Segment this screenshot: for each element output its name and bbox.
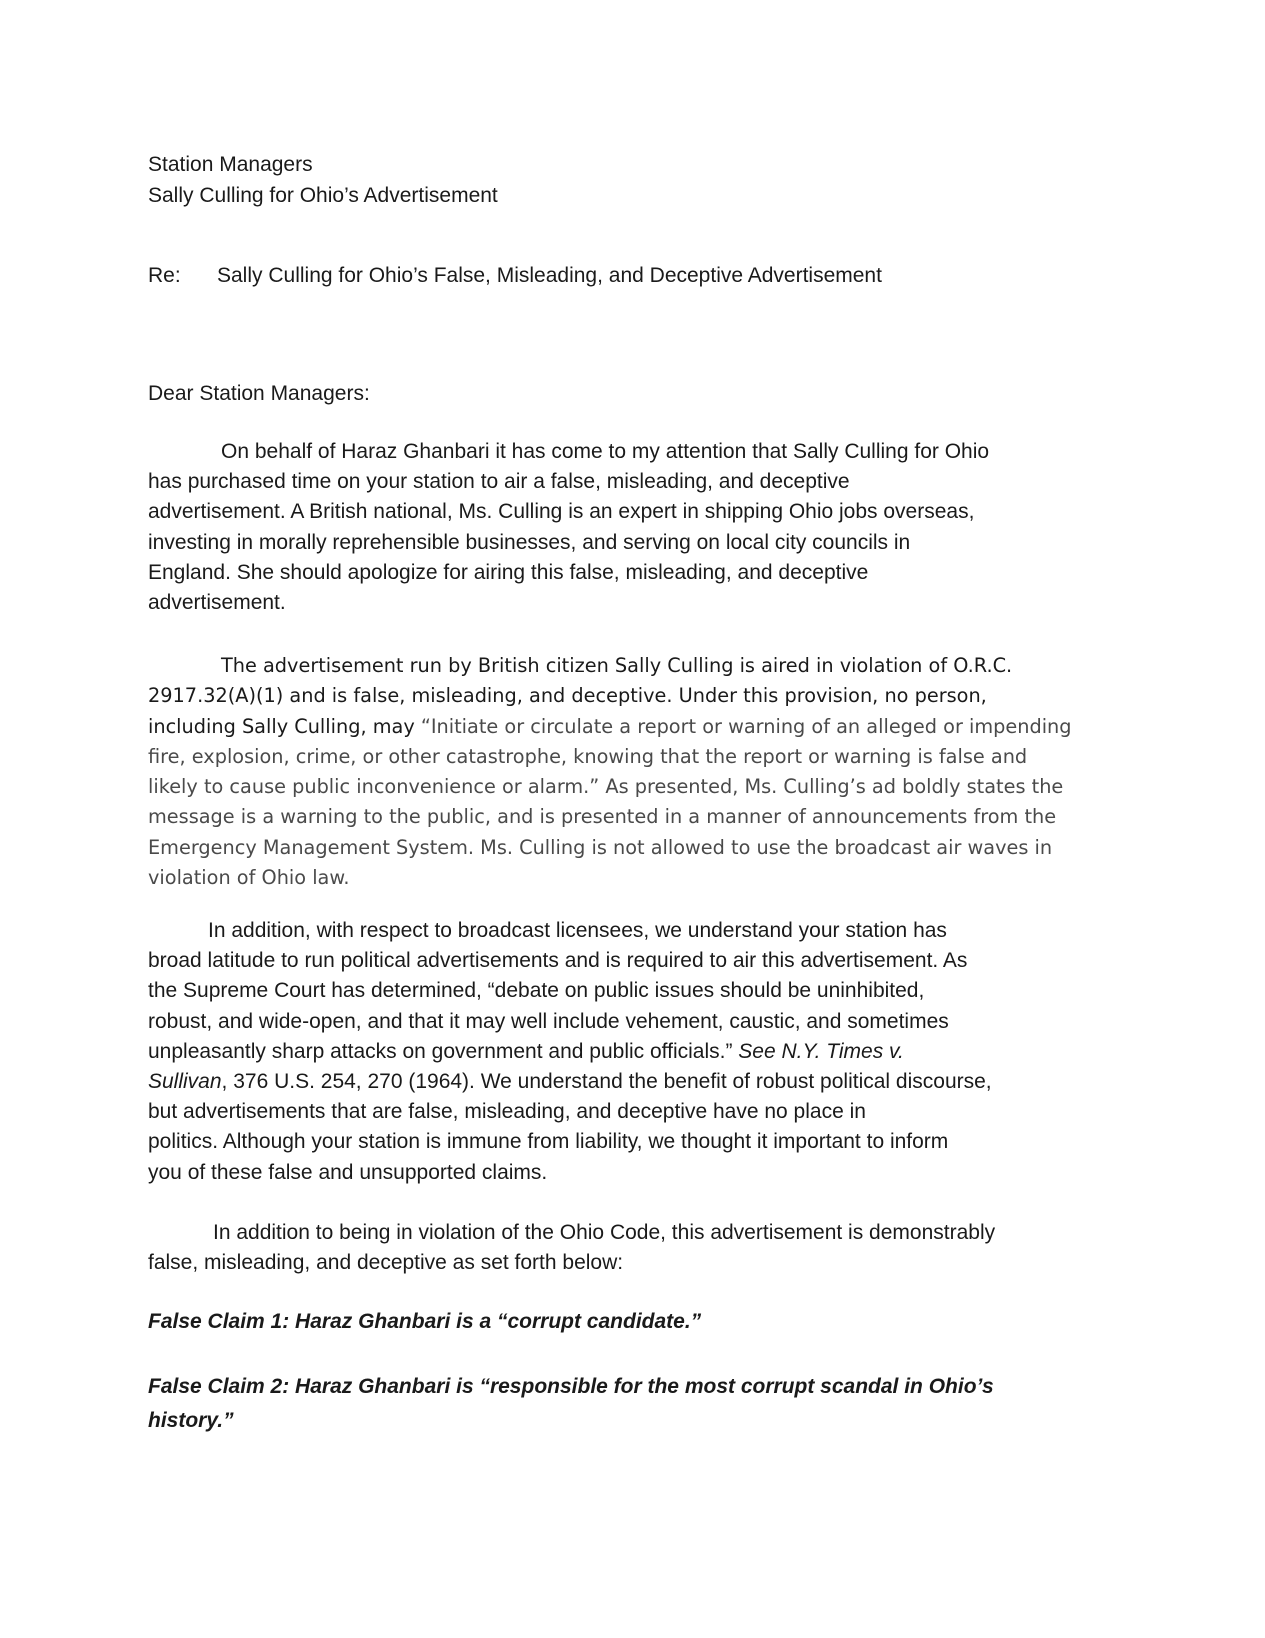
paragraph-line: false, misleading, and deceptive as set forth below: xyxy=(148,1251,624,1275)
false-claim-2-line-1: False Claim 2: Haraz Ghanbari is “responsible for the most corrupt scandal in Ohio’s xyxy=(148,1375,994,1398)
statute-quote-line: violation of Ohio law. xyxy=(148,866,350,890)
paragraph-line: broad latitude to run political advertisements and is required to air this advertisement. As xyxy=(148,949,968,973)
subject-line xyxy=(148,260,882,291)
statute-quote-start: “Initiate or circulate a report or warning of an alleged or impending xyxy=(420,714,1072,738)
paragraph-line: In addition to being in violation of the Ohio Code, this advertisement is demonstrably xyxy=(213,1221,996,1244)
paragraph-line: advertisement. A British national, Ms. Culling is an expert in shipping Ohio jobs overseas, xyxy=(148,500,975,524)
paragraph-line xyxy=(148,1037,1128,1067)
statute-quote-line: fire, explosion, crime, or other catastrophe, knowing that the report or warning is false and xyxy=(148,744,1028,768)
paragraph-line: In addition, with respect to broadcast licensees, we understand your station has xyxy=(208,919,947,942)
citation-case-name: Sullivan xyxy=(148,1070,222,1094)
citation-signal: See N.Y. Times v. xyxy=(738,1039,904,1063)
paragraph-line: England. She should apologize for airing this false, misleading, and deceptive xyxy=(148,560,869,584)
quote-end: unpleasantly sharp attacks on government and public officials.” xyxy=(148,1039,739,1063)
paragraph-line: politics. Although your station is immune from liability, we thought it important to inform xyxy=(148,1130,949,1154)
recipient-line-1: Station Managers xyxy=(148,153,313,176)
salutation: Dear Station Managers: xyxy=(148,382,370,405)
paragraph-4 xyxy=(148,1218,1128,1278)
false-claim-1: False Claim 1: Haraz Ghanbari is a “corrupt candidate.” xyxy=(148,1310,702,1333)
false-claim-2 xyxy=(148,1370,994,1438)
paragraph-line: On behalf of Haraz Ghanbari it has come to my attention that Sally Culling for Ohio xyxy=(221,440,990,463)
paragraph-line: the Supreme Court has determined, “debate on public issues should be uninhibited, xyxy=(148,979,925,1003)
false-claim-2-line-2: history.” xyxy=(148,1409,234,1432)
paragraph-line: has purchased time on your station to air a false, misleading, and deceptive xyxy=(148,470,850,494)
subject-label: Re: xyxy=(148,264,181,287)
paragraph-line xyxy=(148,1067,1128,1097)
paragraph-line: 2917.32(A)(1) and is false, misleading, and deceptive. Under this provision, no person, xyxy=(148,684,987,708)
paragraph-line: but advertisements that are false, misleading, and deceptive have no place in xyxy=(148,1100,866,1124)
paragraph-2 xyxy=(148,651,1128,893)
statute-quote-line: message is a warning to the public, and is presented in a manner of announcements from the xyxy=(148,805,1057,829)
subject-text: Sally Culling for Ohio’s False, Misleading, and Deceptive Advertisement xyxy=(217,264,882,287)
citation-rest: , 376 U.S. 254, 270 (1964). We understand the benefit of robust political discourse, xyxy=(221,1070,992,1094)
recipient-line-2: Sally Culling for Ohio’s Advertisement xyxy=(148,184,498,207)
paragraph-line: robust, and wide-open, and that it may well include vehement, caustic, and sometimes xyxy=(148,1009,949,1033)
statute-intro: including Sally Culling, may xyxy=(148,714,421,738)
paragraph-line: The advertisement run by British citizen Sally Culling is aired in violation of O.R.C. xyxy=(221,654,1013,677)
paragraph-1 xyxy=(148,437,1128,618)
paragraph-line: investing in morally reprehensible businesses, and serving on local city councils in xyxy=(148,530,911,554)
paragraph-line: you of these false and unsupported claims. xyxy=(148,1160,548,1184)
statute-quote-line: likely to cause public inconvenience or alarm.” As presented, Ms. Culling’s ad boldly states the xyxy=(148,775,1064,799)
recipient-block xyxy=(148,149,498,211)
statute-quote-line: Emergency Management System. Ms. Culling is not allowed to use the broadcast air waves in xyxy=(148,835,1053,859)
paragraph-line: advertisement. xyxy=(148,591,286,615)
paragraph-line xyxy=(148,712,1128,742)
paragraph-3 xyxy=(148,916,1128,1188)
